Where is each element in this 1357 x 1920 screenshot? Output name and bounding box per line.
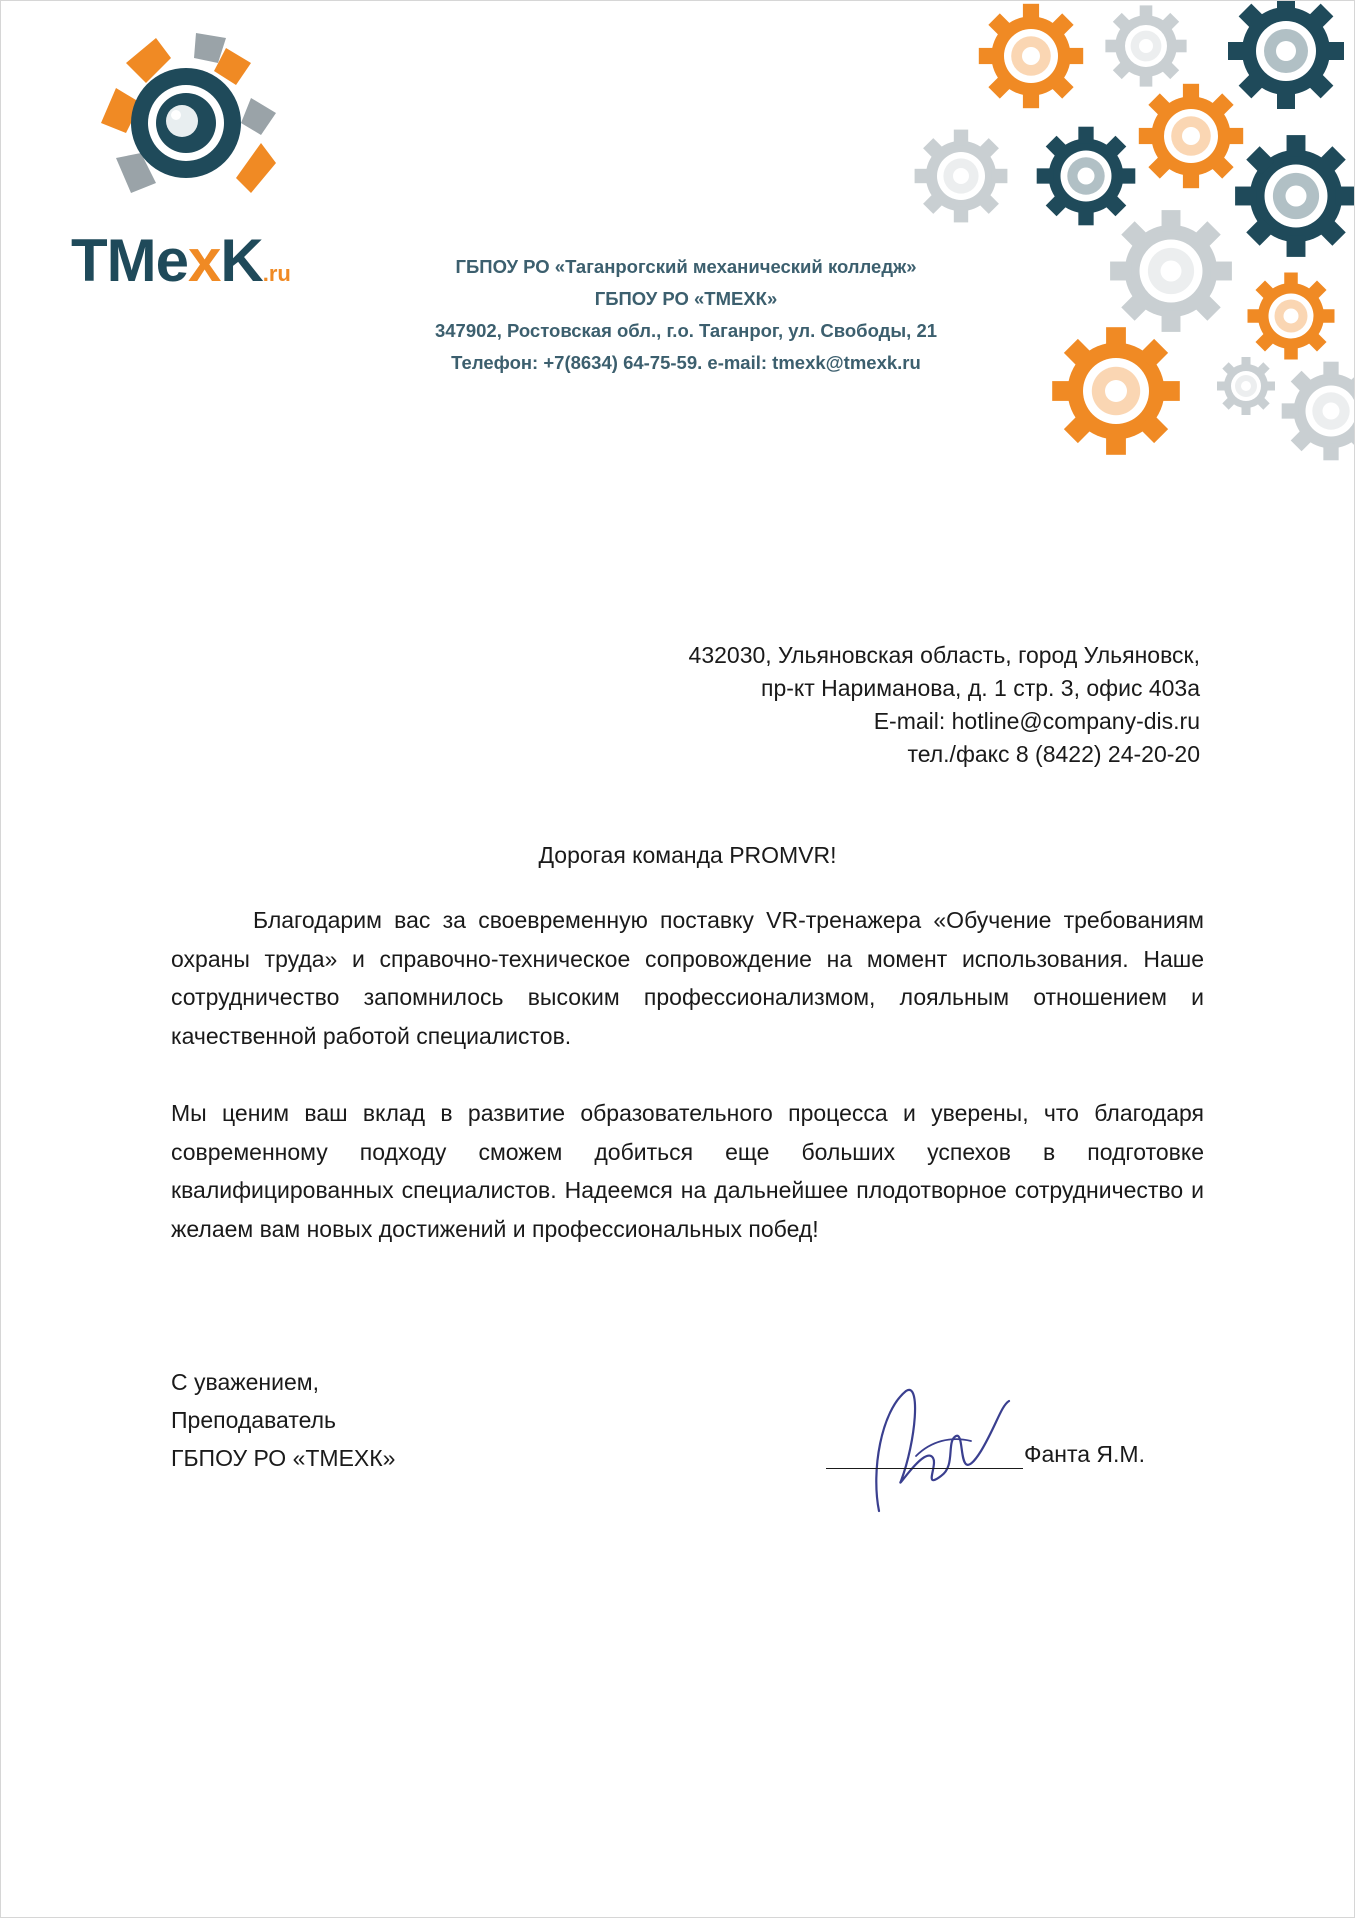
recipient-phone: тел./факс 8 (8422) 24-20-20 [907, 741, 1200, 767]
recipient-email: E-mail: hotline@company-dis.ru [873, 708, 1200, 734]
college-full-name: ГБПОУ РО «Таганрогский механический колледж» [455, 256, 917, 277]
college-logo [71, 23, 331, 308]
college-letterhead [401, 251, 971, 379]
signature-line [826, 1468, 1023, 1469]
college-contacts: Телефон: +7(8634) 64-75-59. e-mail: tmexk@tmexk.ru [451, 352, 921, 373]
signatory-name: Фанта Я.М. [1024, 1441, 1145, 1467]
body-paragraph-2: Мы ценим ваш вклад в развитие образовательного процесса и уверены, что благодаря современному подходу сможем добиться еще больших успехов в подготовке квалифицированных специалистов. Надеемся на дальнейшее плодотворное сотрудничество и желаем вам новых достижений и профессиональных побед! [171, 1100, 1204, 1242]
closing-regards: С уважением, [171, 1369, 319, 1395]
eye-gear-logo-icon [86, 23, 286, 223]
recipient-street: пр-кт Нариманова, д. 1 стр. 3, офис 403а [761, 675, 1200, 701]
college-address: 347902, Ростовская обл., г.о. Таганрог, ул. Свободы, 21 [434, 320, 938, 341]
closing-organization: ГБПОУ РО «ТМЕХК» [171, 1445, 396, 1471]
closing-block [171, 1363, 395, 1477]
college-short-name: ГБПОУ РО «ТМЕХК» [594, 288, 778, 309]
recipient-city: 432030, Ульяновская область, город Ульяновск, [688, 642, 1200, 668]
body-paragraph-1: Благодарим вас за своевременную поставку VR-тренажера «Обучение требованиям охраны труда» и справочно-техническое сопровождение на момент использования. Наше сотрудничество запомнилось высоким профессионализмом, лояльным отношением и качественной работой специалистов. [171, 907, 1204, 1049]
greeting: Дорогая команда PROMVR! [538, 842, 837, 868]
recipient-address-block [689, 639, 1200, 771]
logo-wordmark: TMexK.ru [71, 227, 291, 294]
closing-position: Преподаватель [171, 1407, 337, 1433]
handwritten-signature-icon [861, 1381, 1011, 1521]
